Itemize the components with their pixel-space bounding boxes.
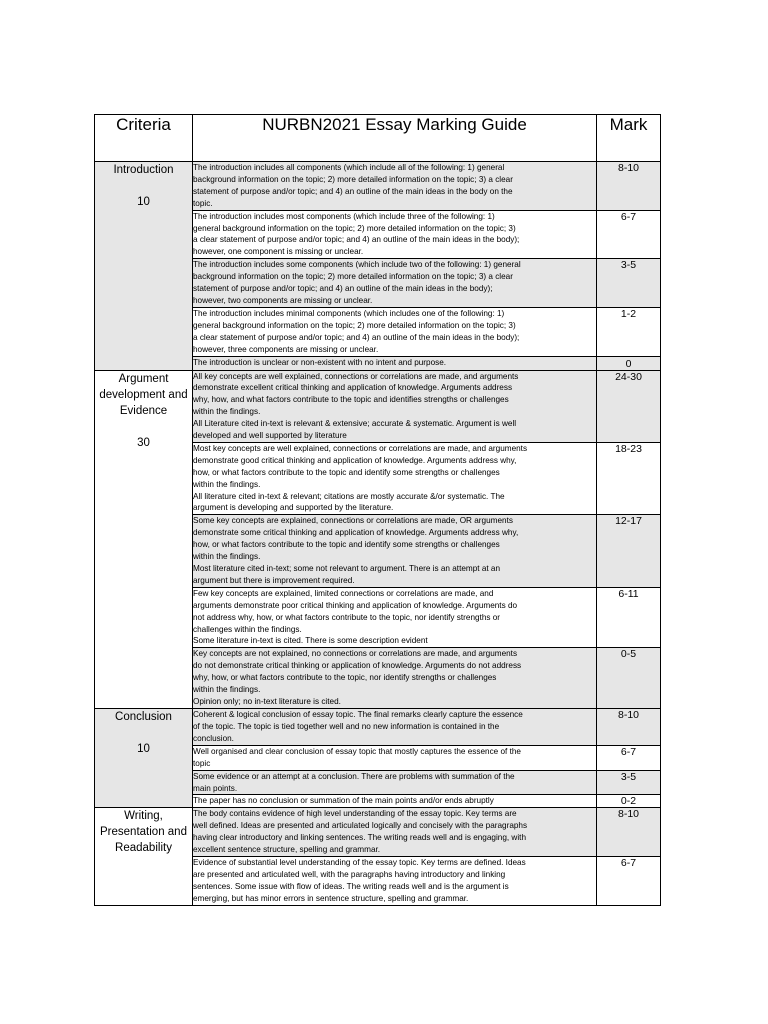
criterion-cell [95, 808, 193, 905]
mark-range: 8-10 [597, 808, 661, 857]
criterion-name: Introduction [113, 164, 174, 176]
mark-range: 6-7 [597, 210, 661, 259]
criterion-cell [95, 162, 193, 371]
criterion-description: The paper has no conclusion or summation of the main points and/or ends abruptly [193, 795, 597, 808]
mark-range: 24-30 [597, 370, 661, 442]
criterion-description: The body contains evidence of high level understanding of the essay topic. Key terms are well defined. Ideas are presented and articulated logically and concisely with the paragraphs having clear introductory and linking sentences. The writing reads well and is engaging, with excellent sentence structure, spelling and grammar. [193, 808, 597, 857]
mark-range: 6-7 [597, 745, 661, 770]
mark-range: 0-2 [597, 795, 661, 808]
criterion-description: The introduction includes all components (which include all of the following: 1) general background information on the topic; 2) more detailed information on the topic; 3) a clear statement of purpose and/or topic; and 4) an outline of the main ideas in the body on the topic. [193, 162, 597, 211]
criterion-name: Conclusion [115, 710, 172, 723]
marking-guide-table [94, 114, 661, 906]
criterion-points: 10 [137, 196, 150, 208]
mark-range: 8-10 [597, 162, 661, 211]
criterion-description: The introduction includes most components (which include three of the following: 1) general background information on the topic; 2) more detailed information on the topic; 3) a clear statement of purpose and/or topic; and 4) an outline of the main ideas in the body); however, one component is missing or unclear. [193, 210, 597, 259]
criterion-name: Writing, Presentation and Readability [100, 810, 187, 855]
criterion-description: Well organised and clear conclusion of essay topic that mostly captures the essence of the topic [193, 745, 597, 770]
criterion-description: Coherent & logical conclusion of essay topic. The final remarks clearly capture the essence of the topic. The topic is tied together well and no new information is contained in the conclusion. [193, 708, 597, 745]
criteria-header: Criteria [95, 115, 193, 162]
criterion-description: Evidence of substantial level understanding of the essay topic. Key terms are defined. Ideas are presented and articulated well, with the paragraphs having introductory and linking sentences. Some issue with flow of ideas. The writing reads well and is the argument is emerging, but has minor errors in sentence structure, spelling and grammar. [193, 857, 597, 906]
criterion-points: 10 [137, 742, 150, 755]
criterion-description: All key concepts are well explained, connections or correlations are made, and arguments demonstrate excellent critical thinking and application of knowledge. Arguments address why, how, and what factors contribute to the topic and identifies strengths or challenges within the findings. All Literature cited in-text is relevant & extensive; accurate & systematic. Argument is well developed and well supported by literature [193, 370, 597, 442]
criterion-cell [95, 708, 193, 808]
mark-range: 3-5 [597, 259, 661, 308]
mark-range: 6-11 [597, 587, 661, 648]
criterion-points: 30 [137, 436, 150, 449]
mark-range: 6-7 [597, 857, 661, 906]
criterion-description: Some key concepts are explained, connections or correlations are made, OR arguments demonstrate some critical thinking and application of knowledge. Arguments address why, how, or what factors contribute to the topic and identify some strengths or challenges within the findings. Most literature cited in-text; some not relevant to argument. There is an attempt at an argument but there is improvement required. [193, 515, 597, 587]
header-row [95, 115, 661, 162]
table-row [95, 370, 661, 442]
mark-range: 0 [597, 356, 661, 370]
criterion-description: Few key concepts are explained, limited connections or correlations are made, and arguments demonstrate poor critical thinking and application of knowledge. Arguments do not address why, how, or what factors contribute to the topic, nor identify strengths or challenges within the findings. Some literature in-text is cited. There is some description evident [193, 587, 597, 648]
mark-range: 8-10 [597, 708, 661, 745]
criterion-description: Some evidence or an attempt at a conclusion. There are problems with summation of the main points. [193, 770, 597, 795]
mark-header: Mark [597, 115, 661, 162]
mark-range: 3-5 [597, 770, 661, 795]
guide-body [95, 162, 661, 906]
criterion-name: Argument development and Evidence [99, 372, 188, 417]
criterion-cell [95, 370, 193, 708]
mark-range: 12-17 [597, 515, 661, 587]
criterion-description: The introduction is unclear or non-existent with no intent and purpose. [193, 356, 597, 370]
criterion-description: Most key concepts are well explained, connections or correlations are made, and arguments demonstrate good critical thinking and application of knowledge. Arguments address why, how, or what factors contribute to the topic and identify some strengths or challenges within the findings. All literature cited in-text & relevant; citations are mostly accurate &/or systematic. The argument is developing and supported by the literature. [193, 442, 597, 514]
criterion-description: Key concepts are not explained, no connections or correlations are made, and arguments do not demonstrate critical thinking or application of knowledge. Arguments do not address why, how, or what factors contribute to the topic, nor identify strengths or challenges within the findings. Opinion only; no in-text literature is cited. [193, 648, 597, 709]
guide-title: NURBN2021 Essay Marking Guide [193, 115, 597, 162]
table-row [95, 808, 661, 857]
table-row [95, 162, 661, 211]
mark-range: 18-23 [597, 442, 661, 514]
criterion-description: The introduction includes minimal components (which includes one of the following: 1) general background information on the topic; 2) more detailed information on the topic; 3) a clear statement of purpose and/or topic; and 4) an outline of the main ideas in the body); however, three components are missing or unclear. [193, 307, 597, 356]
mark-range: 1-2 [597, 307, 661, 356]
mark-range: 0-5 [597, 648, 661, 709]
table-row [95, 708, 661, 745]
criterion-description: The introduction includes some components (which include two of the following: 1) general background information on the topic; 2) more detailed information on the topic; 3) a clear statement of purpose and/or topic; and 4) an outline of the main ideas in the body); however, two components are missing or unclear. [193, 259, 597, 308]
